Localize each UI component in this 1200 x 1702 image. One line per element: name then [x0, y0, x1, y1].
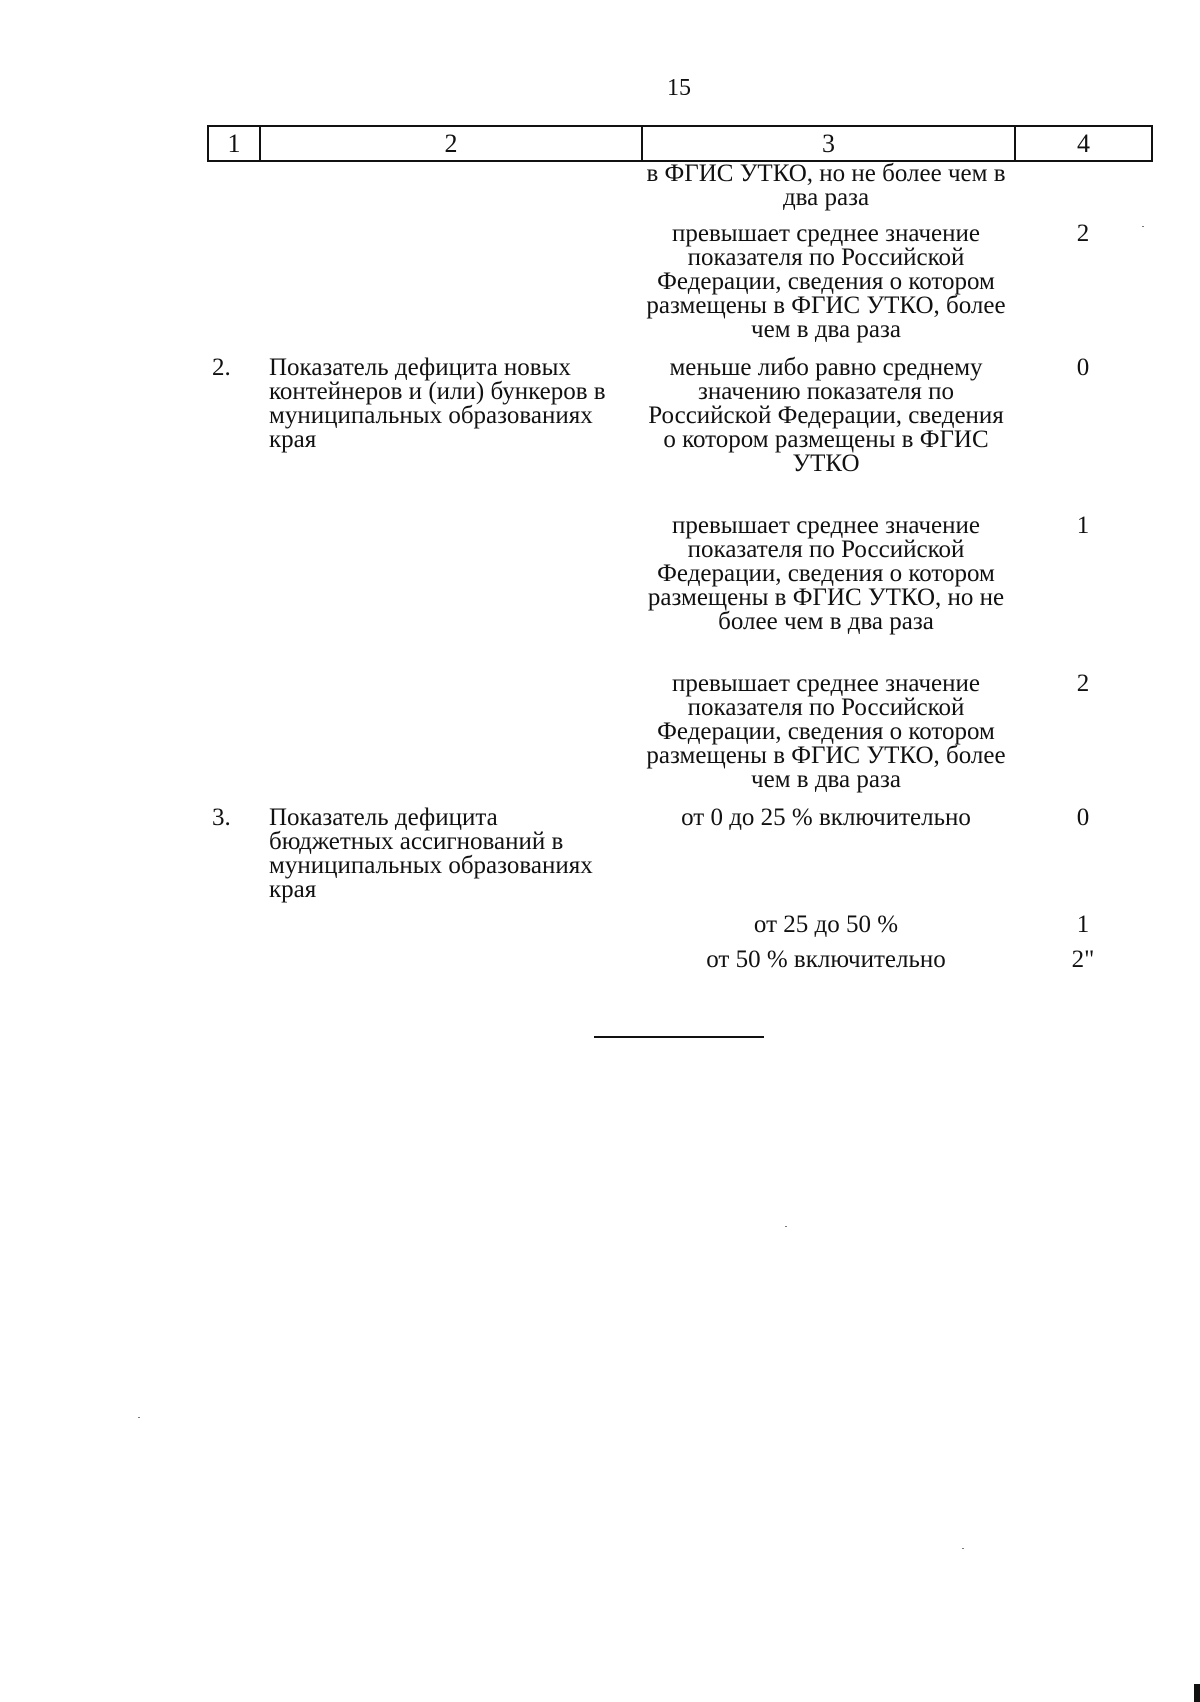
footer-separator-line — [594, 1036, 764, 1038]
row3-indicator-name: Показатель дефицита бюджетных ассигнований в муниципальных образованиях края — [269, 804, 593, 903]
row2-score-2: 2 — [1076, 670, 1090, 697]
row2-condition-0: меньше либо равно среднему значению показателя по Российской Федерации, сведения о котором размещены в ФГИС УТКО — [648, 354, 1004, 477]
header-col-1: 1 — [209, 127, 261, 160]
row3-score-1: 1 — [1076, 911, 1090, 938]
row2-number: 2. — [212, 354, 231, 381]
row3-condition-1: от 25 до 50 % — [753, 911, 899, 938]
scan-speck — [962, 1548, 964, 1549]
scan-speck — [138, 1417, 140, 1418]
header-col-3: 3 — [643, 127, 1016, 160]
scan-speck — [1142, 226, 1144, 227]
page-number: 15 — [667, 75, 691, 101]
header-col-4: 4 — [1077, 129, 1090, 158]
row2-score-1: 1 — [1076, 512, 1090, 539]
row3-score-0: 0 — [1076, 804, 1090, 831]
row2-score-0: 0 — [1076, 354, 1090, 381]
row1-score-2: 2 — [1076, 220, 1090, 247]
row2-condition-1: превышает среднее значение показателя по Российской Федерации, сведения о котором размещены в ФГИС УТКО, но не более чем в два раза — [647, 512, 1005, 635]
scan-speck — [785, 1226, 787, 1227]
row3-condition-0: от 0 до 25 % включительно — [681, 804, 971, 831]
row2-indicator-name: Показатель дефицита новых контейнеров и (или) бункеров в муниципальных образованиях края — [269, 354, 606, 453]
row3-score-2: 2" — [1071, 946, 1095, 973]
continuation-condition: в ФГИС УТКО, но не более чем в два раза — [646, 160, 1006, 211]
row3-number: 3. — [212, 804, 231, 831]
row2-condition-2: превышает среднее значение показателя по Российской Федерации, сведения о котором размещены в ФГИС УТКО, более чем в два раза — [646, 670, 1006, 793]
row3-condition-2: от 50 % включительно — [706, 946, 946, 973]
table-header-row — [207, 125, 1153, 162]
row1-condition-2: превышает среднее значение показателя по Российской Федерации, сведения о котором размещены в ФГИС УТКО, более чем в два раза — [646, 220, 1006, 343]
header-col-2: 2 — [261, 127, 643, 160]
scan-edge-mark — [1194, 1684, 1200, 1702]
